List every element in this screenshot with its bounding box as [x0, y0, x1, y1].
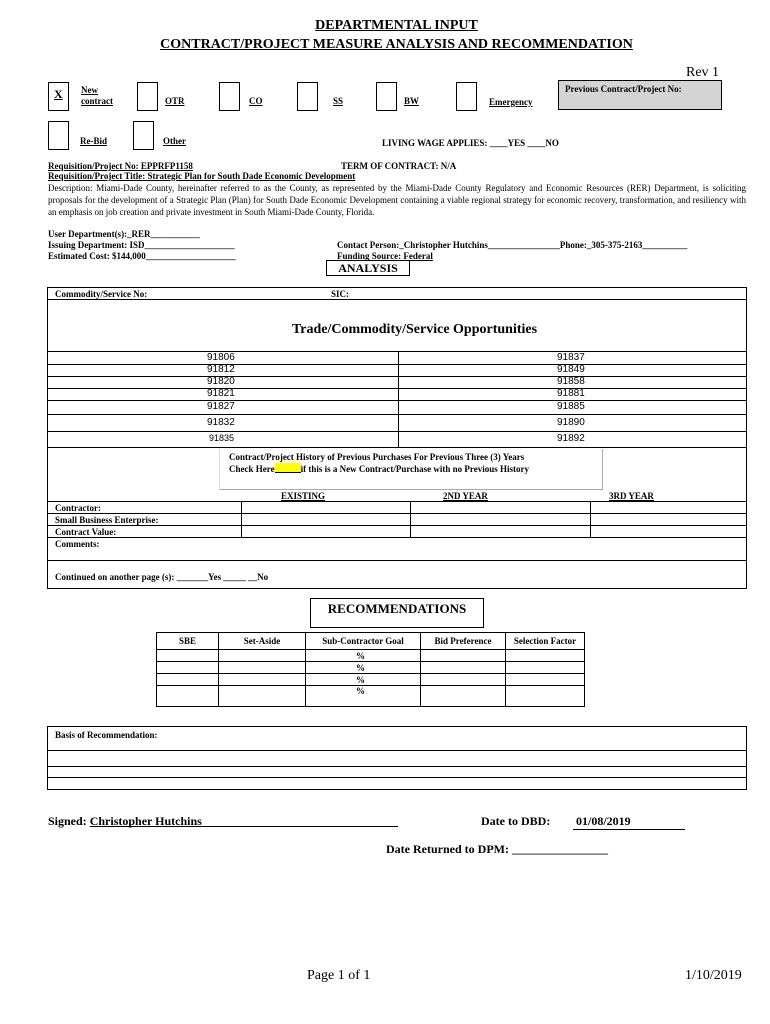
revision-label: Rev 1 [686, 65, 720, 80]
comments-label: Comments: [55, 539, 100, 549]
contract-value-label: Contract Value: [55, 527, 117, 537]
commodity-service-label: Commodity/Service No: [55, 289, 148, 299]
label-bw: BW [404, 96, 420, 106]
label-contract: contract [81, 96, 113, 106]
page-number: Page 1 of 1 [307, 968, 371, 983]
label-emergency: Emergency [489, 97, 533, 107]
label-rebid: Re-Bid [80, 136, 107, 146]
checkbox-ss[interactable] [297, 82, 318, 111]
estimated-cost: Estimated Cost: $144,000____________________ [48, 251, 236, 261]
term-of-contract: TERM OF CONTRACT: N/A [341, 161, 457, 171]
history-line-2-text: if this is a New Contract/Purchase with no Previous History [300, 464, 529, 474]
signed-label: Signed: [48, 814, 87, 828]
goal-percent: % [306, 686, 421, 707]
form-subtitle: CONTRACT/PROJECT MEASURE ANALYSIS AND RECOMMENDATION [160, 37, 633, 52]
col-set-aside: Set-Aside [219, 633, 306, 650]
date-to-dbd-value: 01/08/2019 [573, 814, 685, 830]
checkbox-other[interactable] [133, 121, 154, 150]
previous-contract-box[interactable]: Previous Contract/Project No: [558, 80, 722, 110]
signed-name: Christopher Hutchins [89, 814, 202, 828]
col-bid-preference: Bid Preference [421, 633, 506, 650]
column-3rd-year: 3RD YEAR [609, 491, 654, 501]
code-left-7: 91835 [209, 433, 235, 443]
code-right-3: 91858 [557, 376, 585, 387]
recommendations-heading: RECOMMENDATIONS [310, 598, 484, 628]
col-sbe: SBE [157, 633, 219, 650]
user-department: User Department(s):_RER___________ [48, 229, 201, 239]
label-new: New [81, 85, 98, 95]
code-right-6: 91890 [557, 417, 585, 428]
code-left-1: 91806 [207, 352, 235, 363]
funding-source: Funding Source: Federal [337, 251, 433, 261]
date-to-dbd-label: Date to DBD: [481, 814, 551, 828]
checkbox-emergency[interactable] [456, 82, 477, 111]
history-line-1: Contract/Project History of Previous Purchases For Previous Three (3) Years [229, 452, 525, 462]
code-right-4: 91881 [557, 388, 585, 399]
goal-percent: % [306, 650, 421, 662]
checkbox-otr[interactable] [137, 82, 158, 111]
checkbox-rebid[interactable] [48, 121, 69, 150]
column-existing: EXISTING [281, 491, 326, 501]
requisition-number: Requisition/Project No: EPPRFP1158 [48, 161, 193, 171]
sbe-label: Small Business Enterprise: [55, 515, 159, 525]
label-ss: SS [333, 96, 344, 106]
code-right-7: 91892 [557, 433, 585, 444]
code-left-4: 91821 [207, 388, 235, 399]
checkbox-bw[interactable] [376, 82, 397, 111]
history-line-2 [229, 463, 529, 475]
table-row [157, 662, 585, 674]
continued-on-another-page: Continued on another page (s): _______Yes _____ __No [55, 572, 269, 582]
code-left-6: 91832 [207, 417, 235, 428]
contractor-label: Contractor: [55, 503, 101, 513]
table-row [157, 650, 585, 662]
analysis-heading: ANALYSIS [326, 260, 410, 276]
goal-percent: % [306, 662, 421, 674]
recommendations-table [156, 632, 585, 707]
code-left-2: 91812 [207, 364, 235, 375]
date-returned-to-dpm: Date Returned to DPM: ________________ [386, 842, 608, 856]
label-co: CO [249, 96, 263, 106]
label-otr: OTR [165, 96, 185, 106]
table-row [157, 686, 585, 707]
form-title: DEPARTMENTAL INPUT [315, 18, 478, 33]
goal-percent: % [306, 674, 421, 686]
requisition-title: Requisition/Project Title: Strategic Plan for South Dade Economic Development [48, 171, 356, 181]
col-selection-factor: Selection Factor [506, 633, 585, 650]
basis-of-recommendation-label: Basis of Recommendation: [55, 730, 158, 740]
new-contract-highlight[interactable] [275, 463, 301, 473]
label-other: Other [163, 136, 186, 146]
code-left-5: 91827 [207, 401, 235, 412]
new-contract-check-mark: X [54, 87, 63, 101]
contact-person: Contact Person:_Christopher Hutchins________________Phone:_305-375-2163__________ [337, 240, 688, 250]
code-right-2: 91849 [557, 364, 585, 375]
issuing-department: Issuing Department: ISD____________________ [48, 240, 235, 250]
column-2nd-year: 2ND YEAR [443, 491, 488, 501]
check-here-label: Check Here [229, 464, 275, 474]
checkbox-co[interactable] [219, 82, 240, 111]
living-wage-applies: LIVING WAGE APPLIES: ____YES ____NO [382, 138, 559, 148]
sic-label: SIC: [331, 289, 350, 299]
table-row [157, 674, 585, 686]
code-left-3: 91820 [207, 376, 235, 387]
footer-date: 1/10/2019 [685, 968, 742, 983]
requisition-description: Description: Miami-Dade County, hereinafter referred to as the County, as represented by the Miami-Dade County Regulatory and Economic Resources (RER) Department, is soliciting proposals for the development of a Strategic Plan (Plan) for South Dade Economic Development containing a viable regional strategy for economic recovery, transformation, and resiliency with an emphasis on job creation and private investment in South Miami-Dade County, Florida. [48, 183, 746, 217]
code-right-1: 91837 [557, 352, 585, 363]
col-subcontractor-goal: Sub-Contractor Goal [306, 633, 421, 650]
code-right-5: 91885 [557, 401, 585, 412]
opportunities-title: Trade/Commodity/Service Opportunities [291, 322, 538, 337]
